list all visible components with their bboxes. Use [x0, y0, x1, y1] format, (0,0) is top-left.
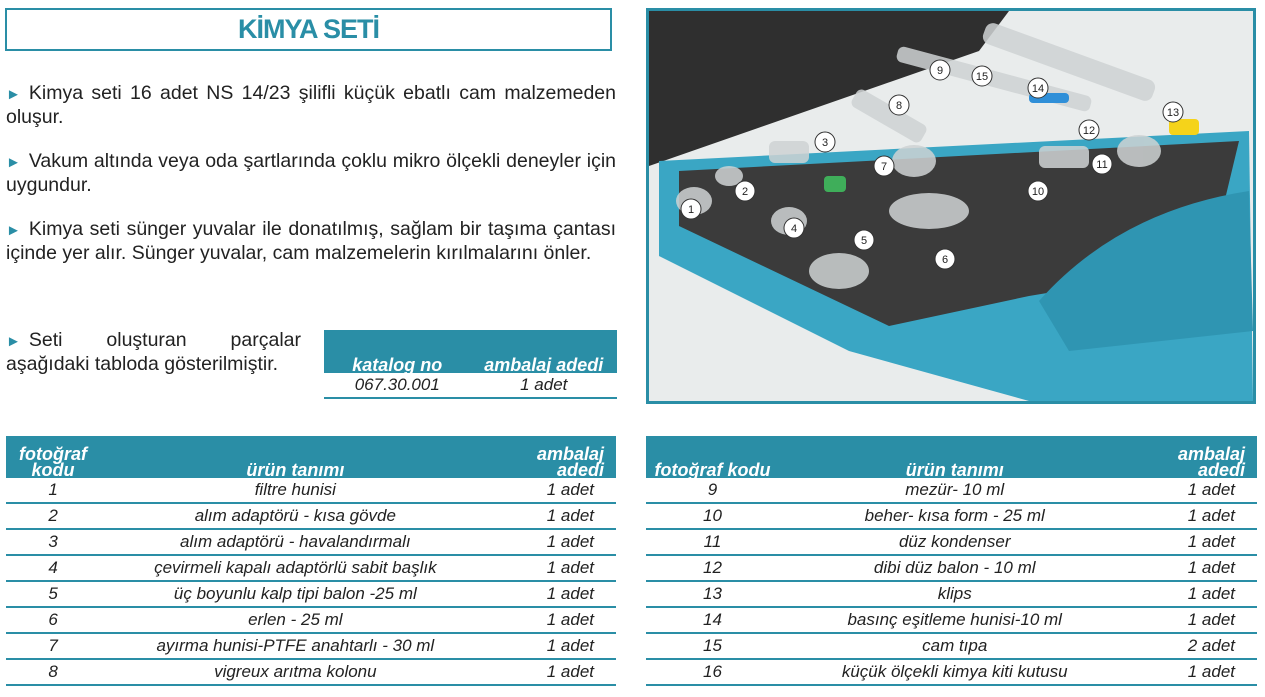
product-name-header: ürün tanımı: [779, 436, 1131, 478]
product-name: klips: [779, 581, 1131, 607]
package-qty-header: ambalaj adedi: [1130, 436, 1257, 478]
items-table-left: [6, 436, 616, 686]
table-row: [646, 633, 1257, 659]
package-qty: 1 adet: [1130, 478, 1257, 503]
package-qty: 1 adet: [491, 633, 616, 659]
table-row: [6, 555, 616, 581]
table-row: [6, 478, 616, 503]
product-name: ayırma hunisi-PTFE anahtarlı - 30 ml: [100, 633, 490, 659]
table-row: [646, 581, 1257, 607]
paragraph-3: ► Kimya seti sünger yuvalar ile donatılmış, sağlam bir taşıma çantası içinde yer alır. Sünger yuvalar, cam malzemelerin kırılmalarını önler.: [6, 218, 616, 264]
product-name: dibi düz balon - 10 ml: [779, 555, 1131, 581]
photo-code: 14: [646, 607, 779, 633]
photo-label: 9: [936, 65, 944, 77]
table-row: [6, 607, 616, 633]
product-name: çevirmeli kapalı adaptörlü sabit başlık: [100, 555, 490, 581]
catalog-qty: 1 adet: [471, 373, 618, 398]
table-row: [646, 503, 1257, 529]
package-qty: 1 adet: [491, 503, 616, 529]
table-row: [6, 633, 616, 659]
paragraph-1: ► Kimya seti 16 adet NS 14/23 şilifli küçük ebatlı cam malzemeden oluşur.: [6, 82, 616, 128]
page-title: KİMYA SETİ: [237, 14, 380, 44]
package-qty: 1 adet: [1130, 581, 1257, 607]
title-box: [5, 8, 612, 51]
catalog-table: [324, 330, 617, 399]
catalog-qty-header: ambalaj adedi: [471, 330, 618, 373]
package-qty: 1 adet: [491, 529, 616, 555]
photo-label: 4: [790, 223, 798, 235]
product-name: alım adaptörü - kısa gövde: [100, 503, 490, 529]
photo-code: 12: [646, 555, 779, 581]
table-row: [646, 659, 1257, 685]
paragraph-4: ► Seti oluşturan parçalar aşağıdaki tabloda gösterilmiştir.: [6, 329, 301, 375]
package-qty: 1 adet: [1130, 503, 1257, 529]
photo-code: 16: [646, 659, 779, 685]
photo-code: 13: [646, 581, 779, 607]
product-name: düz kondenser: [779, 529, 1131, 555]
photo-code: 9: [646, 478, 779, 503]
photo-code: 8: [6, 659, 100, 685]
product-name: basınç eşitleme hunisi-10 ml: [779, 607, 1131, 633]
package-qty: 1 adet: [491, 607, 616, 633]
photo-code: 3: [6, 529, 100, 555]
photo-label: 7: [880, 161, 888, 173]
package-qty: 1 adet: [1130, 555, 1257, 581]
package-qty: 1 adet: [1130, 529, 1257, 555]
table-row: [646, 529, 1257, 555]
photo-label: 10: [1031, 186, 1045, 198]
photo-code: 4: [6, 555, 100, 581]
package-qty: 2 adet: [1130, 633, 1257, 659]
product-name: küçük ölçekli kimya kiti kutusu: [779, 659, 1131, 685]
photo-code-header: fotoğraf kodu: [6, 436, 100, 478]
catalog-no-header: katalog no: [324, 330, 471, 373]
arrow-right-icon: ►: [6, 86, 21, 103]
table-row: [646, 607, 1257, 633]
paragraph-2: ► Vakum altında veya oda şartlarında çoklu mikro ölçekli deneyler için uygundur.: [6, 150, 616, 196]
photo-label: 6: [941, 254, 949, 266]
product-name-header: ürün tanımı: [100, 436, 490, 478]
photo-label: 2: [741, 186, 749, 198]
arrow-right-icon: ►: [6, 154, 21, 171]
table-row: [6, 581, 616, 607]
product-photo: [646, 8, 1256, 404]
photo-label: 14: [1031, 83, 1045, 95]
package-qty: 1 adet: [491, 555, 616, 581]
photo-label: 11: [1096, 159, 1108, 171]
photo-label: 5: [860, 235, 868, 247]
photo-label: 12: [1082, 125, 1096, 137]
photo-code: 7: [6, 633, 100, 659]
catalog-no: 067.30.001: [324, 373, 471, 398]
table-row: [646, 478, 1257, 503]
photo-label: 13: [1166, 107, 1180, 119]
photo-label: 8: [895, 100, 903, 112]
items-table-right: [646, 436, 1257, 686]
table-row: [6, 529, 616, 555]
chemistry-kit-case-image: [649, 11, 1253, 401]
arrow-right-icon: ►: [6, 333, 21, 350]
package-qty: 1 adet: [491, 659, 616, 685]
arrow-right-icon: ►: [6, 222, 21, 239]
photo-label: 1: [687, 204, 695, 216]
product-name: filtre hunisi: [100, 478, 490, 503]
table-row: [6, 503, 616, 529]
photo-code: 6: [6, 607, 100, 633]
product-name: alım adaptörü - havalandırmalı: [100, 529, 490, 555]
photo-code: 1: [6, 478, 100, 503]
photo-label: 15: [975, 71, 989, 83]
package-qty-header: ambalaj adedi: [491, 436, 616, 478]
package-qty: 1 adet: [491, 581, 616, 607]
photo-code: 2: [6, 503, 100, 529]
photo-label: 3: [821, 137, 829, 149]
product-name: beher- kısa form - 25 ml: [779, 503, 1131, 529]
photo-code: 5: [6, 581, 100, 607]
table-row: [646, 555, 1257, 581]
package-qty: 1 adet: [491, 478, 616, 503]
package-qty: 1 adet: [1130, 659, 1257, 685]
photo-code-header: fotoğraf kodu: [646, 436, 779, 478]
product-name: cam tıpa: [779, 633, 1131, 659]
photo-code: 11: [646, 529, 779, 555]
package-qty: 1 adet: [1130, 607, 1257, 633]
photo-code: 15: [646, 633, 779, 659]
product-name: erlen - 25 ml: [100, 607, 490, 633]
photo-code: 10: [646, 503, 779, 529]
product-name: mezür- 10 ml: [779, 478, 1131, 503]
table-row: [6, 659, 616, 685]
product-name: üç boyunlu kalp tipi balon -25 ml: [100, 581, 490, 607]
product-name: vigreux arıtma kolonu: [100, 659, 490, 685]
